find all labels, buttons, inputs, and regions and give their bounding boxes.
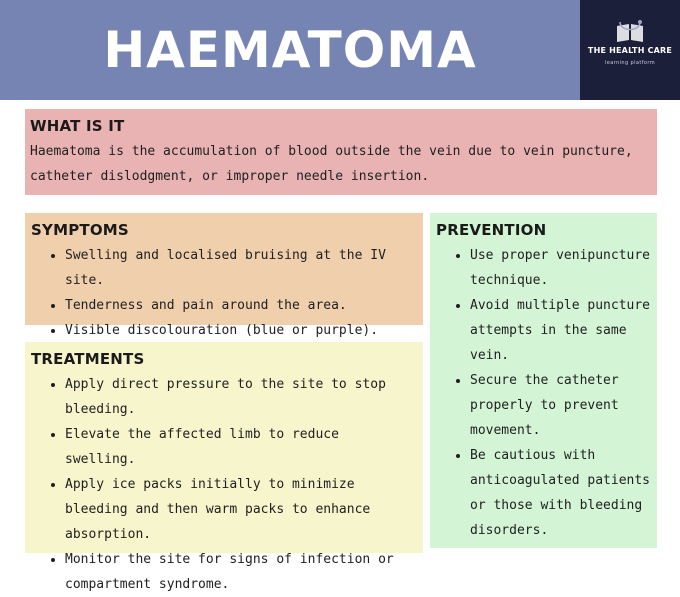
treatments-list: [31, 372, 417, 597]
list-item: • Use proper venipuncture technique.: [470, 243, 651, 293]
brand-name: THE HEALTH CARE: [587, 46, 673, 55]
section-heading: SYMPTOMS: [31, 221, 129, 239]
list-item: • Be cautious with anticoagulated patients or those with bleeding disorders.: [470, 443, 651, 543]
list-item: • Visible discolouration (blue or purple).: [65, 318, 417, 343]
list-item: • Apply direct pressure to the site to stop bleeding.: [65, 372, 417, 422]
list-item: • Avoid multiple puncture attempts in the same vein.: [470, 293, 651, 368]
list-item: • Monitor the site for signs of infection or compartment syndrome.: [65, 547, 417, 597]
symptoms-section: [25, 213, 423, 338]
what-is-it-section: [25, 109, 657, 195]
prevention-section: [430, 213, 657, 548]
section-heading: TREATMENTS: [31, 350, 145, 368]
page-title: HAEMATOMA: [103, 21, 477, 79]
list-item: • Secure the catheter properly to prevent movement.: [470, 368, 651, 443]
section-heading: PREVENTION: [436, 221, 547, 239]
list-item: • Tenderness and pain around the area.: [65, 293, 417, 318]
section-heading: WHAT IS IT: [30, 117, 125, 135]
stethoscope-book-icon: [614, 18, 646, 48]
list-item: • Elevate the affected limb to reduce swelling.: [65, 422, 417, 472]
prevention-list: [436, 243, 651, 543]
brand-block: [580, 0, 680, 100]
symptoms-list: [31, 243, 417, 343]
treatments-section: [25, 342, 423, 592]
header-banner: [0, 0, 680, 100]
list-item: • Swelling and localised bruising at the IV site.: [65, 243, 417, 293]
brand-tagline: learning platform: [604, 60, 656, 66]
list-item: • Apply ice packs initially to minimize bleeding and then warm packs to enhance absorption.: [65, 472, 417, 547]
definition-text: Haematoma is the accumulation of blood outside the vein due to vein puncture, catheter dislodgment, or improper needle insertion.: [30, 144, 633, 184]
